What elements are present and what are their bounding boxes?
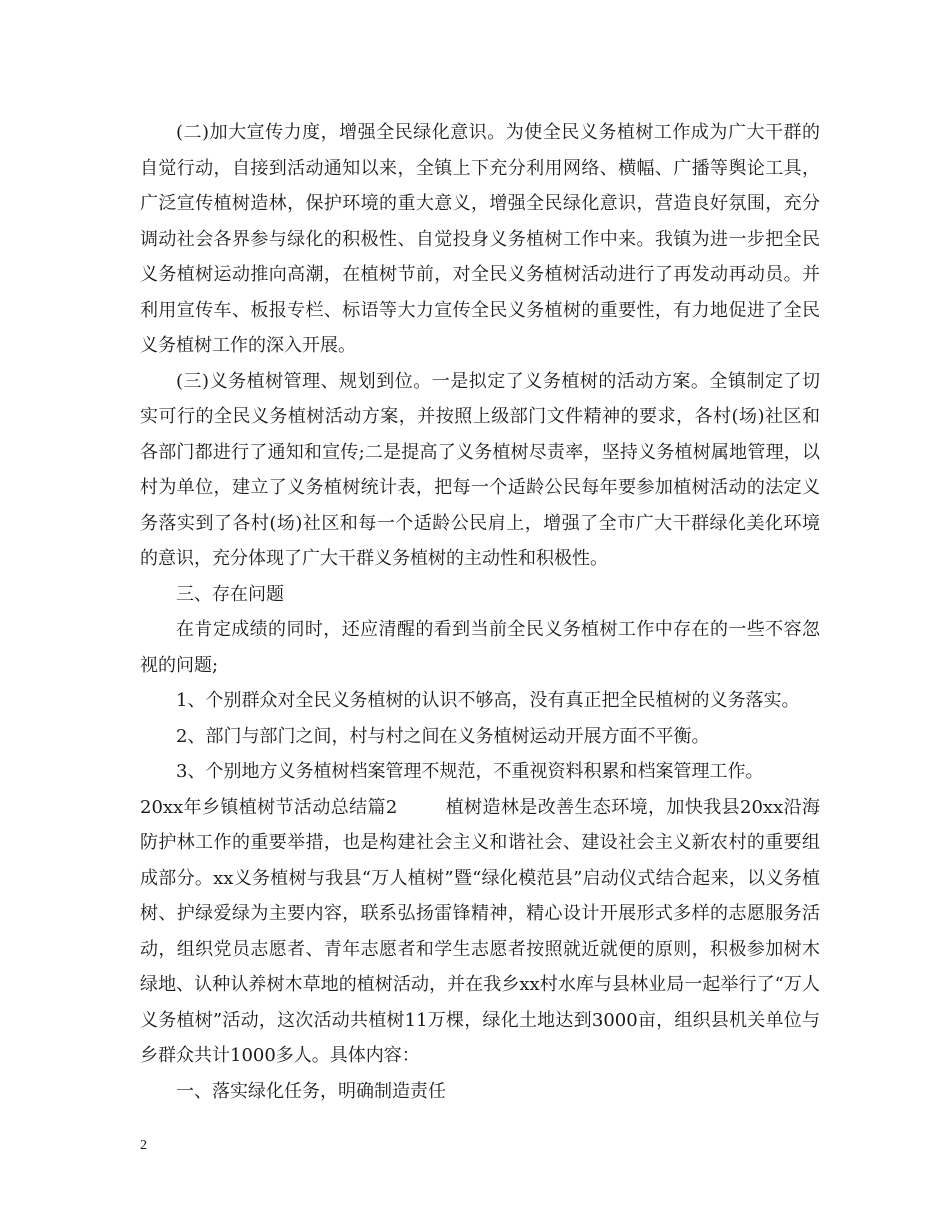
section-2-heading: 20xx年乡镇植树节活动总结篇2 [140,796,398,818]
section-heading-problems: 三、存在问题 [176,583,284,605]
list-item-problem-1: 1、个别群众对全民义务植树的认识不够高，没有真正把全民植树的义务落实。 [176,690,800,711]
list-item-problem-3: 3、个别地方义务植树档案管理不规范，不重视资料积累和档案管理工作。 [176,761,764,782]
list-item-problem-2: 2、部门与部门之间，村与村之间在义务植树运动开展方面不平衡。 [176,725,710,747]
page-number: 2 [140,1138,147,1153]
paragraph-management: (三)义务植树管理、规划到位。一是拟定了义务植树的活动方案。全镇制定了切实可行的全民义务植树活动方案，并按照上级部门文件精神的要求，各村(场)社区和各部门都进行了通知和宣传;二是提高了义务植树尽责率，坚持义务植树属地管理，以村为单位，建立了义务植树统计表，把每一个适龄公民每年要参加植树活动的法定义务落实到了各村(场)社区和每一个适龄公民肩上，增强了全市广大干群绿化美化环境的意识，充分体现了广大干群义务植树的主动性和积极性。 [140,370,820,569]
subheading-greening-tasks: 一、落实绿化任务，明确制造责任 [176,1080,446,1102]
paragraph-problems-intro: 在肯定成绩的同时，还应清醒的看到当前全民义务植树工作中存在的一些不容忽视的问题; [140,619,820,676]
paragraph-section-2 [140,790,820,1074]
document-body [140,115,820,1109]
paragraph-publicity: (二)加大宣传力度，增强全民绿化意识。为使全民义务植树工作成为广大干群的自觉行动，自接到活动通知以来，全镇上下充分利用网络、横幅、广播等舆论工具，广泛宣传植树造林，保护环境的重大意义，增强全民绿化意识，营造良好氛围，充分调动社会各界参与绿化的积极性、自觉投身义务植树工作中来。我镇为进一步把全民义务植树运动推向高潮，在植树节前，对全民义务植树活动进行了再发动再动员。并利用宣传车、板报专栏、标语等大力宣传全民义务植树的重要性，有力地促进了全民义务植树工作的深入开展。 [140,122,820,356]
section-2-body: 植树造林是改善生态环境，加快我县20xx沿海防护林工作的重要举措，也是构建社会主义和谐社会、建设社会主义新农村的重要组成部分。xx义务植树与我县“万人植树”暨“绿化模范县”启动仪式结合起来，以义务植树、护绿爱绿为主要内容，联系弘扬雷锋精神，精心设计开展形式多样的志愿服务活动，组织党员志愿者、青年志愿者和学生志愿者按照就近就便的原则，积极参加树木绿地、认种认养树木草地的植树活动，并在我乡xx村水库与县林业局一起举行了“万人义务植树”活动，这次活动共植树11万棵，绿化土地达到3000亩，组织县机关单位与乡群众共计1000多人。具体内容： [140,796,820,1066]
